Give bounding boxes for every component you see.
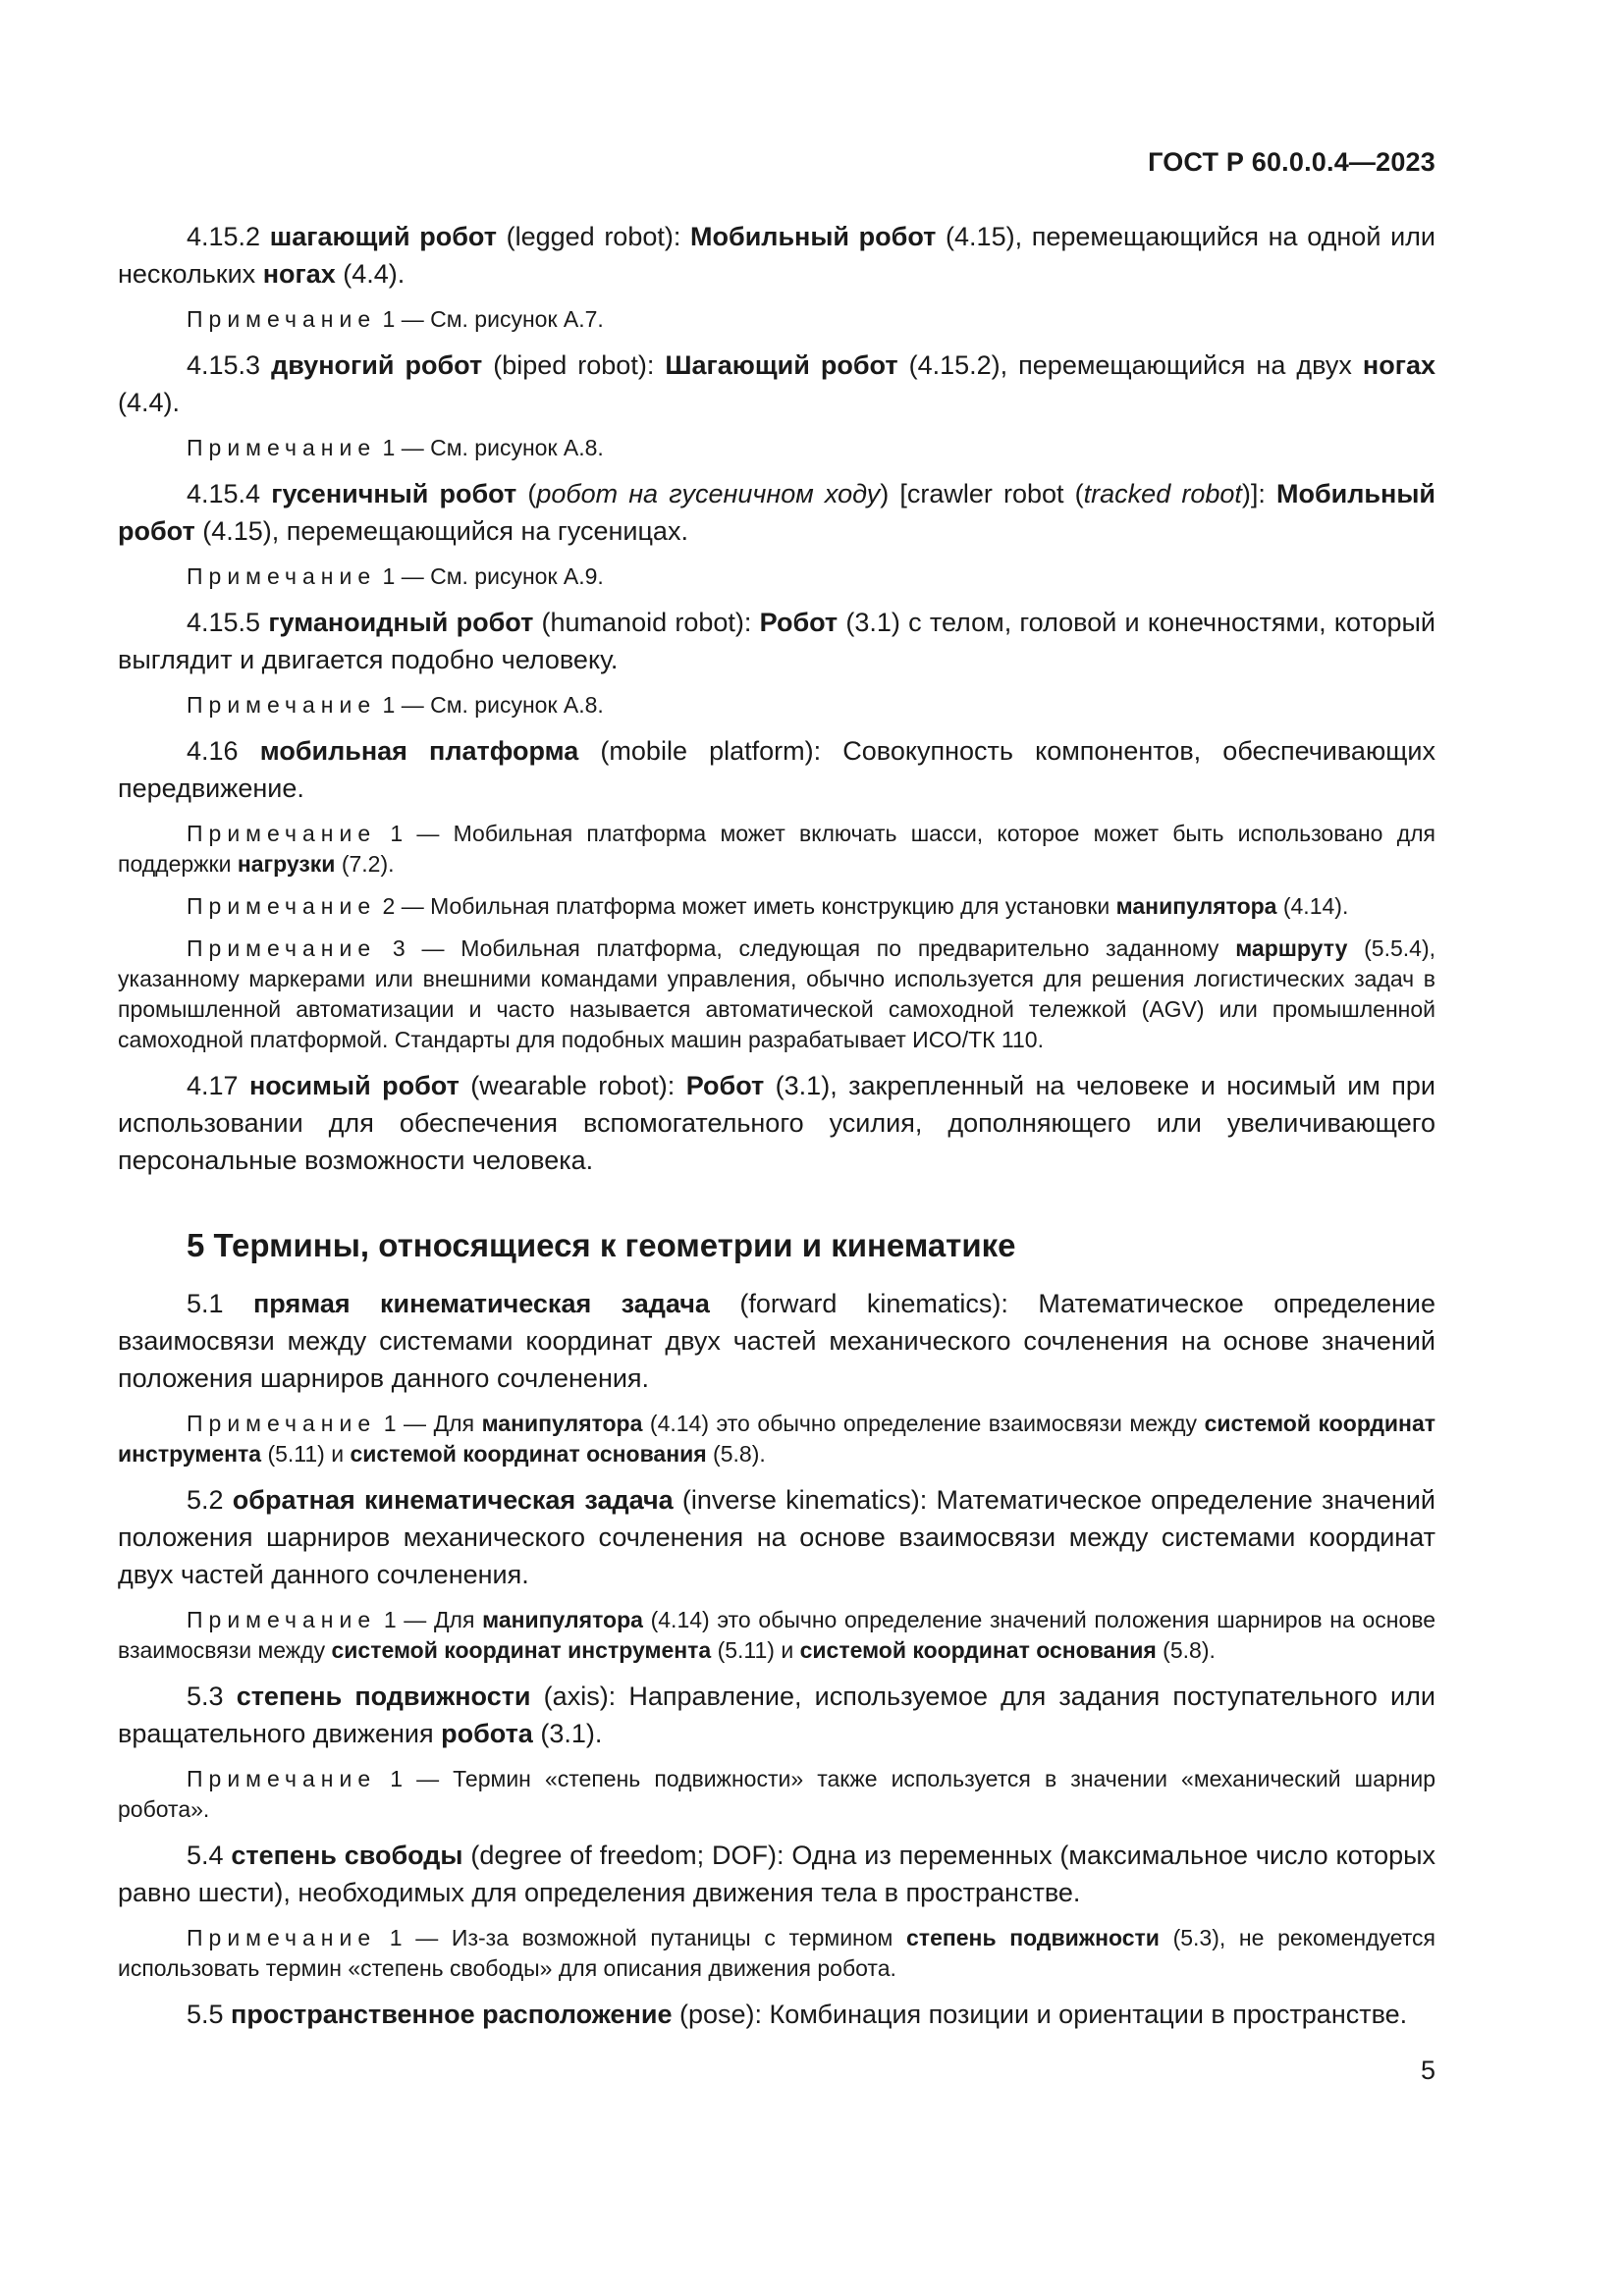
text-run: (4.14) это обычно определение значений положения шарниров на основе взаимосвязи между xyxy=(118,1607,1435,1663)
note-label: Примечание xyxy=(187,1766,377,1791)
term-bold: маршруту xyxy=(1235,935,1348,961)
note-label: Примечание xyxy=(187,821,377,846)
term-bold: Робот xyxy=(685,1071,765,1100)
text-run: (4.14). xyxy=(1276,893,1349,919)
term-bold: гусеничный робот xyxy=(271,479,517,508)
term-bold: ногах xyxy=(262,259,336,289)
text-run: 5.5 xyxy=(187,2000,232,2029)
term-paragraph xyxy=(118,1996,1435,2033)
term-paragraph xyxy=(118,732,1435,807)
text-run: (inverse kinematics): Математическое определение значений положения шарниров механического сочленения на основе взаимосвязи между системами координат двух частей данного сочленения. xyxy=(118,1485,1435,1589)
text-run: 4.15.2 xyxy=(187,222,270,251)
term-bold: манипулятора xyxy=(1115,893,1277,919)
term-bold: ногах xyxy=(1362,350,1436,380)
text-run: (degree of freedom; DOF): Одна из переменных (максимальное число которых равно шести), необходимых для определения движения тела в пространстве. xyxy=(118,1841,1436,1907)
note-label: Примечание xyxy=(187,306,377,332)
note-paragraph xyxy=(118,819,1435,880)
text-run: )]: xyxy=(1241,479,1277,508)
note-paragraph xyxy=(118,1923,1435,1984)
text-run: (pose): Комбинация позиции и ориентации в пространстве. xyxy=(672,2000,1408,2029)
text-run: (7.2). xyxy=(335,851,395,877)
text-run: (5.11) и xyxy=(261,1441,351,1467)
note-label: Примечание xyxy=(187,1411,377,1436)
text-run: (forward kinematics): Математическое определение взаимосвязи между системами координат двух частей механического сочленения на основе значений положения шарниров данного сочленения. xyxy=(118,1289,1436,1393)
text-run: 1 — Для xyxy=(376,1411,482,1436)
document-body xyxy=(118,218,1435,2045)
note-label: Примечание xyxy=(187,692,377,718)
term-bold: Мобильный робот xyxy=(118,479,1435,546)
note-paragraph xyxy=(118,561,1435,592)
text-run: 2 — Мобильная платформа может иметь конструкцию для установки xyxy=(376,893,1116,919)
term-bold: двуногий робот xyxy=(271,350,483,380)
term-italic: робот на гусеничном ходу xyxy=(536,479,881,508)
note-label: Примечание xyxy=(187,1925,377,1950)
term-paragraph xyxy=(118,218,1435,293)
term-bold: робота xyxy=(441,1719,533,1748)
term-bold: Мобильный робот xyxy=(690,222,937,251)
term-bold: прямая кинематическая задача xyxy=(253,1289,710,1318)
document-header: ГОСТ Р 60.0.0.4—2023 xyxy=(1148,147,1435,177)
term-bold: гуманоидный робот xyxy=(268,608,534,637)
term-paragraph xyxy=(118,1837,1435,1911)
term-paragraph xyxy=(118,1067,1435,1179)
term-paragraph xyxy=(118,1481,1435,1593)
text-run: 1 — См. рисунок А.7. xyxy=(376,306,604,332)
note-label: Примечание xyxy=(187,893,377,919)
text-run: 5.1 xyxy=(187,1289,253,1318)
text-run: 1 — См. рисунок А.9. xyxy=(376,563,604,589)
note-paragraph xyxy=(118,304,1435,335)
note-paragraph xyxy=(118,1409,1435,1469)
text-run: (4.14) это обычно определение взаимосвязи между xyxy=(642,1411,1205,1436)
text-run: 5.4 xyxy=(187,1841,232,1870)
text-run: 1 — Для xyxy=(376,1607,483,1632)
text-run: ( xyxy=(516,479,537,508)
note-paragraph xyxy=(118,1605,1435,1666)
page-number: 5 xyxy=(1420,2056,1435,2085)
term-bold: Шагающий робот xyxy=(665,350,898,380)
text-run: 4.15.3 xyxy=(187,350,272,380)
text-run: (3.1), закрепленный на человеке и носимый им при использовании для обеспечения вспомогательного усилия, дополняющего или увеличивающего персональные возможности человека. xyxy=(118,1071,1435,1175)
text-run: 1 — Из-за возможной путаницы с термином xyxy=(376,1925,907,1950)
text-run: (legged robot): xyxy=(496,222,691,251)
text-run: 4.16 xyxy=(187,736,260,766)
term-bold: системой координат основания xyxy=(350,1441,707,1467)
term-bold: манипулятора xyxy=(481,1411,643,1436)
term-paragraph xyxy=(118,475,1435,550)
note-label: Примечание xyxy=(187,1607,377,1632)
text-run: 4.15.4 xyxy=(187,479,272,508)
term-italic: tracked robot xyxy=(1083,479,1242,508)
text-run: (4.15), перемещающийся на гусеницах. xyxy=(194,516,688,546)
term-bold: системой координат основания xyxy=(799,1637,1157,1663)
text-run: 5.2 xyxy=(187,1485,233,1515)
term-paragraph xyxy=(118,1285,1435,1397)
text-run: 1 — Термин «степень подвижности» также используется в значении «механический шарнир робота». xyxy=(118,1766,1435,1822)
term-bold: Робот xyxy=(759,608,839,637)
term-bold: нагрузки xyxy=(237,851,336,877)
note-label: Примечание xyxy=(187,563,377,589)
text-run: (4.15), перемещающийся на одной или нескольких xyxy=(118,222,1435,289)
text-run: (wearable robot): xyxy=(459,1071,686,1100)
note-label: Примечание xyxy=(187,435,377,460)
term-paragraph xyxy=(118,347,1435,421)
text-run: (5.5.4), указанному маркерами или внешними командами управления, обычно используется для решения логистических задач в промышленной автоматизации и часто называется автоматической самоходной тележкой (AGV) или промышленной самоходной платформой. Стандарты для подобных машин разрабатывает ИСО/ТК 110. xyxy=(118,935,1435,1052)
term-bold: шагающий робот xyxy=(269,222,497,251)
text-run: (5.11) и xyxy=(711,1637,800,1663)
term-bold: степень подвижности xyxy=(236,1682,531,1711)
text-run: (humanoid robot): xyxy=(533,608,760,637)
note-paragraph xyxy=(118,1764,1435,1825)
term-bold: обратная кинематическая задача xyxy=(232,1485,674,1515)
text-run: (3.1). xyxy=(532,1719,603,1748)
text-run: (4.4). xyxy=(118,388,181,417)
text-run: (biped robot): xyxy=(482,350,666,380)
text-run: 1 — См. рисунок А.8. xyxy=(376,692,604,718)
note-paragraph xyxy=(118,934,1435,1055)
note-label: Примечание xyxy=(187,935,377,961)
term-paragraph xyxy=(118,1678,1435,1752)
text-run: 3 — Мобильная платформа, следующая по предварительно заданному xyxy=(376,935,1236,961)
text-run: (5.3), не рекомендуется использовать термин «степень свободы» для описания движения робота. xyxy=(118,1925,1435,1981)
term-bold: мобильная платформа xyxy=(259,736,579,766)
text-run: (5.8). xyxy=(1156,1637,1216,1663)
term-bold: системой координат инструмента xyxy=(118,1411,1436,1467)
text-run: (mobile platform): Совокупность компонентов, обеспечивающих передвижение. xyxy=(118,736,1435,803)
text-run: (axis): Направление, используемое для задания поступательного или вращательного движения xyxy=(118,1682,1435,1748)
term-bold: пространственное расположение xyxy=(231,2000,673,2029)
term-bold: степень подвижности xyxy=(906,1925,1160,1950)
term-bold: степень свободы xyxy=(231,1841,463,1870)
section-heading: 5 Термины, относящиеся к геометрии и кинематике xyxy=(187,1227,1016,1263)
text-run: 1 — См. рисунок А.8. xyxy=(376,435,604,460)
text-run: 4.17 xyxy=(187,1071,249,1100)
term-bold: манипулятора xyxy=(482,1607,643,1632)
text-run: (3.1) с телом, головой и конечностями, который выглядит и двигается подобно человеку. xyxy=(118,608,1436,674)
text-run: (4.4). xyxy=(335,259,406,289)
note-paragraph xyxy=(118,891,1435,922)
text-run: 5.3 xyxy=(187,1682,237,1711)
note-paragraph xyxy=(118,433,1435,463)
text-run: 1 — Мобильная платформа может включать шасси, которое может быть использовано для поддержки xyxy=(118,821,1435,877)
text-run: (5.8). xyxy=(706,1441,766,1467)
term-bold: системой координат инструмента xyxy=(331,1637,712,1663)
term-paragraph xyxy=(118,604,1435,678)
term-bold: носимый робот xyxy=(248,1071,460,1100)
text-run: (4.15.2), перемещающийся на двух xyxy=(897,350,1363,380)
note-paragraph xyxy=(118,690,1435,721)
text-run: ) [crawler robot ( xyxy=(880,479,1084,508)
text-run: 4.15.5 xyxy=(187,608,269,637)
